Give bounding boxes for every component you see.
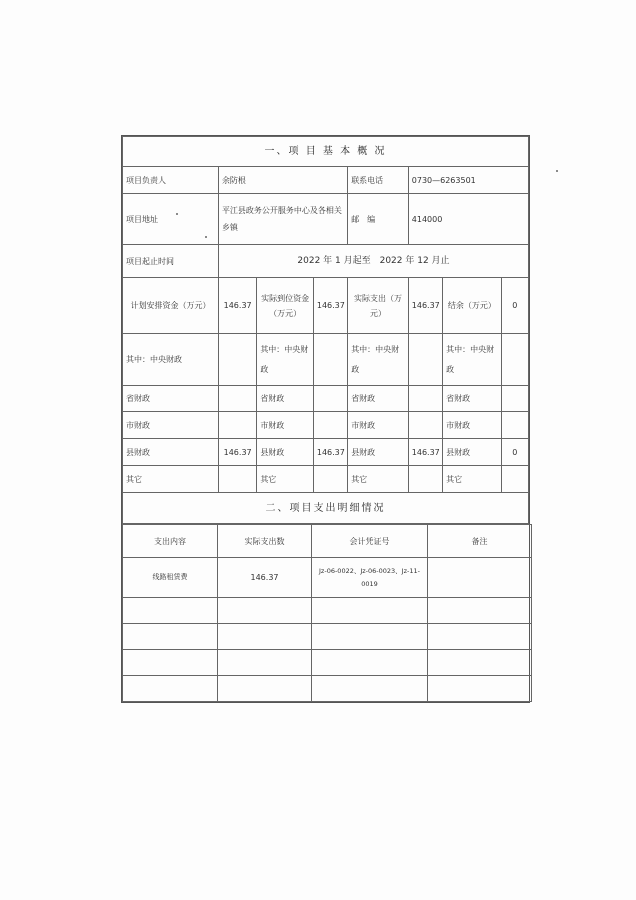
- funds-row-value: [218, 334, 256, 386]
- funds-row-value: 146.37: [313, 439, 347, 466]
- funds-row-label: 其它: [348, 466, 409, 493]
- table-row: [123, 676, 532, 702]
- funds-row-label: 县财政: [257, 439, 314, 466]
- funds-row-value: [501, 334, 528, 386]
- section-title-expense-details: 二、项目支出明细情况: [123, 493, 529, 524]
- project-form: [121, 135, 530, 703]
- funds-row-label: 省财政: [257, 386, 314, 412]
- funds-row-label: 市财政: [348, 412, 409, 439]
- scan-speck: [556, 170, 558, 172]
- header-expense-content: 支出内容: [123, 525, 218, 558]
- address-value: 平江县政务公开服务中心及各相关乡镇: [218, 194, 347, 245]
- expense-amount-cell: 146.37: [218, 558, 312, 598]
- postcode-value: 414000: [408, 194, 528, 245]
- funds-row-label: 县财政: [123, 439, 219, 466]
- funds-row-label: 其中：中央财政: [123, 334, 219, 386]
- funds-row-label: 市财政: [123, 412, 219, 439]
- period-label: 项目起止时间: [123, 245, 219, 278]
- funds-row-value: [313, 466, 347, 493]
- arrived-funds-value: 146.37: [313, 278, 347, 334]
- phone-value: 0730—6263501: [408, 167, 528, 194]
- header-voucher-number: 会计凭证号: [312, 525, 428, 558]
- funds-row-value: [408, 466, 442, 493]
- arrived-funds-label: 实际到位资金（万元）: [257, 278, 314, 334]
- funds-row-label: 市财政: [257, 412, 314, 439]
- funds-row-value: [313, 386, 347, 412]
- spent-funds-value: 146.37: [408, 278, 442, 334]
- funds-row-value: 0: [501, 439, 528, 466]
- balance-value: 0: [501, 278, 528, 334]
- table-row: [123, 624, 532, 650]
- funds-row-value: [313, 412, 347, 439]
- funds-row-value: [408, 334, 442, 386]
- funds-row-label: 其中：中央财政: [443, 334, 502, 386]
- funds-row-label: 其中：中央财政: [257, 334, 314, 386]
- responsible-value: 余防根: [218, 167, 347, 194]
- address-label: 项目地址: [123, 194, 219, 245]
- funds-row-value: [501, 412, 528, 439]
- postcode-label: 邮 编: [348, 194, 409, 245]
- expense-note-cell: [428, 558, 532, 598]
- planned-funds-label: 计划安排资金（万元）: [123, 278, 219, 334]
- period-value: 2022 年 1 月起至 2022 年 12 月止: [218, 245, 528, 278]
- balance-label: 结余（万元）: [443, 278, 502, 334]
- funds-row-value: [313, 334, 347, 386]
- funds-row-value: [501, 466, 528, 493]
- funds-row-value: 146.37: [408, 439, 442, 466]
- header-actual-amount: 实际支出数: [218, 525, 312, 558]
- spent-funds-label: 实际支出（万元）: [348, 278, 409, 334]
- table-row: [123, 598, 532, 624]
- expense-voucher-cell: Jz-06-0022、Jz-06-0023、Jz-11-0019: [312, 558, 428, 598]
- funds-row-label: 其中：中央财政: [348, 334, 409, 386]
- responsible-label: 项目负责人: [123, 167, 219, 194]
- project-overview-table: [122, 136, 529, 524]
- funds-row-value: [408, 412, 442, 439]
- funds-row-label: 省财政: [443, 386, 502, 412]
- funds-row-value: [218, 412, 256, 439]
- funds-row-value: 146.37: [218, 439, 256, 466]
- funds-row-label: 省财政: [123, 386, 219, 412]
- funds-row-label: 县财政: [348, 439, 409, 466]
- header-note: 备注: [428, 525, 532, 558]
- expense-details-table: [122, 524, 532, 702]
- expense-content-cell: 线路租赁费: [123, 558, 218, 598]
- funds-row-label: 其它: [123, 466, 219, 493]
- funds-row-label: 省财政: [348, 386, 409, 412]
- phone-label: 联系电话: [348, 167, 409, 194]
- funds-row-label: 其它: [443, 466, 502, 493]
- funds-row-value: [501, 386, 528, 412]
- section-title-overview: 一、项 目 基 本 概 况: [123, 137, 529, 167]
- funds-row-label: 其它: [257, 466, 314, 493]
- funds-row-value: [408, 386, 442, 412]
- funds-row-value: [218, 466, 256, 493]
- funds-row-label: 市财政: [443, 412, 502, 439]
- planned-funds-value: 146.37: [218, 278, 256, 334]
- table-row: [123, 650, 532, 676]
- funds-row-label: 县财政: [443, 439, 502, 466]
- funds-row-value: [218, 386, 256, 412]
